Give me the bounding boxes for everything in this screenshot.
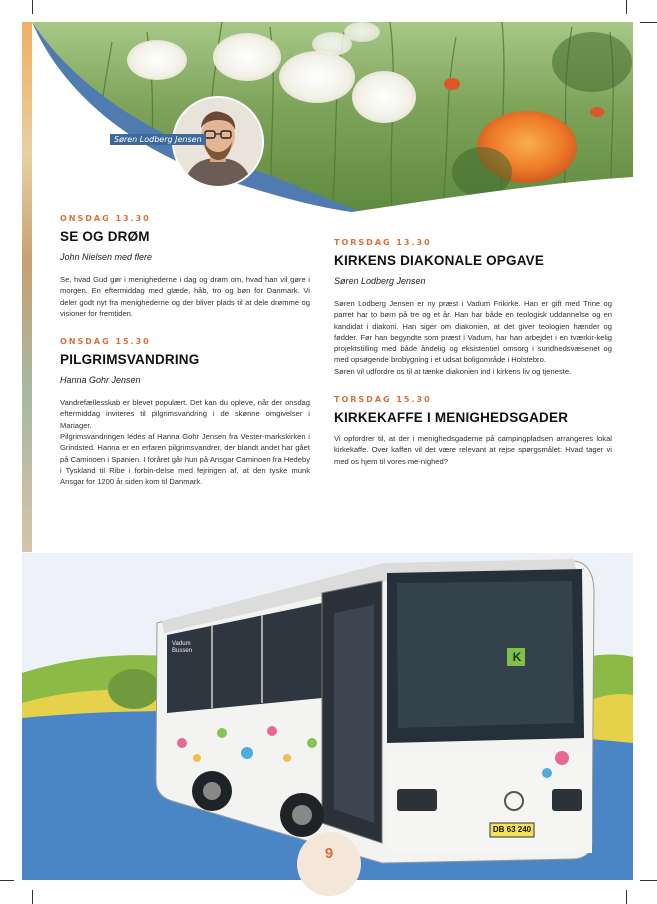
portrait-caption: Søren Lodberg Jensen [110, 134, 206, 145]
program-column-left [60, 214, 310, 502]
bus-photo [22, 553, 633, 880]
bus-license-plate: DB 63 240 [492, 825, 532, 834]
event-description: Vandrefællesskab er blevet populært. Det kan du opleve, når der onsdag eftermiddag inviteres til pilgrimsvandring i de skønne omgivelser i Mariager. Pilgrimsvandringen ledes af Hanna Gohr Jensen fra Vester-markskirken i Grindsted. Hanna er en erfaren pilgrimsvandrer, der blandt andet har gået på Caminoen i Spanien. I foråret går hun på Ansgar Caminoen fra Hedeby i Tyskland til Ribe i forbin-delse med fejringen af, at den tyske munk Ansgar for 1200 år siden kom til Danmark. [60, 398, 310, 487]
event-title: SE OG DRØM [60, 229, 150, 244]
page-number-badge [297, 832, 361, 896]
event-day-time: TORSDAG 15.30 [334, 395, 432, 405]
event-description: Søren Lodberg Jensen er ny præst i Vadum Frikirke. Han er gift med Trine og parret har to børn på tre og et år. Han har både en teologisk uddannelse og en kandidat i diakoni. Han siger om diakonien, at det giver teologien hænder og fødder. Før han begyndte som præst i Vadum, har han arbejdet i en tværkir-kelig projektstilling med både åndelig og eksistentiel omsorg i sundhedsvæsenet og med opsøgende brobygning i et udsat boligområde i Holstebro. Søren vil udfordre os til at tænke diakonien ind i kirkens liv og tjeneste. [334, 299, 612, 376]
bus-scene-illustration [22, 553, 633, 880]
crop-mark [32, 890, 33, 904]
event-day-time: ONSDAG 15.30 [60, 337, 151, 347]
event-description: Vi opfordrer til, at der i menighedsgaderne på campingpladsen arrangeres lokal kirkekaffe. Over kaffen vil det være relevant at rejse spørgsmålet: Hvad tager vi med os hjem til vores me-nighed? [334, 434, 612, 466]
event-title: PILGRIMSVANDRING [60, 352, 200, 368]
crop-mark [640, 880, 657, 881]
crop-mark [0, 880, 14, 881]
event-block [60, 214, 310, 319]
event-block [60, 337, 310, 487]
page-number: 9 [324, 845, 334, 862]
hero-curve-overlay [32, 22, 633, 212]
bus-side-logo: Vadum Bussen [172, 641, 193, 654]
program-column-right [334, 238, 612, 481]
event-title: KIRKENS DIAKONALE OPGAVE [334, 253, 545, 268]
event-description: Se, hvad Gud gør i menighederne i dag og drøm om, hvad han vil gøre i morgen. En eftermiddag med glæde, håb, tro og bøn for Danmark. Vi deler godt nyt fra menighederne og der bliver plads til at dele drømme og visioner for fremtiden. [60, 275, 310, 318]
crop-mark [640, 22, 657, 23]
hero-flower-photo [32, 22, 633, 212]
event-block [334, 395, 612, 467]
event-block [334, 238, 612, 377]
event-speaker: John Nielsen med flere [60, 252, 153, 262]
event-speaker: Søren Lodberg Jensen [334, 276, 426, 286]
event-day-time: TORSDAG 13.30 [334, 238, 432, 247]
crop-mark [626, 890, 627, 904]
event-title: KIRKEKAFFE I MENIGHEDSGADER [334, 410, 569, 426]
crop-mark [32, 0, 33, 14]
event-speaker: Hanna Gohr Jensen [60, 375, 141, 386]
crop-mark [626, 0, 627, 14]
bus-route-sign: K [512, 650, 522, 664]
event-day-time: ONSDAG 13.30 [60, 214, 151, 223]
previous-page-edge [22, 22, 32, 552]
